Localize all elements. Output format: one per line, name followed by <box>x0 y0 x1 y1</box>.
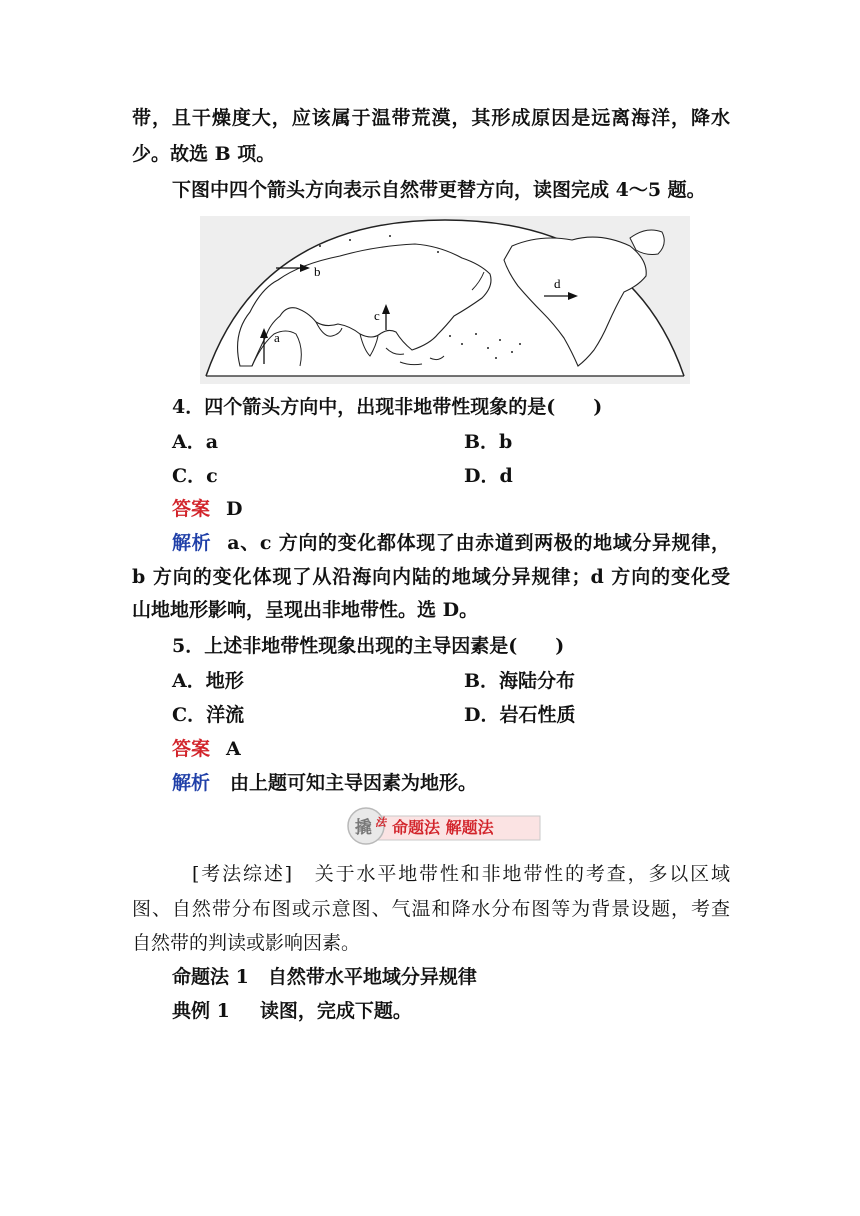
q4-stem: 4．四个箭头方向中，出现非地带性现象的是( ) <box>172 396 603 418</box>
example-row <box>172 999 412 1023</box>
q4-answer-label: 答案 <box>172 498 211 520</box>
svg-text:法: 法 <box>375 816 386 829</box>
q5-option-c: C．洋流 <box>172 704 245 726</box>
method-summary-line-1: [考法综述] 关于水平地带性和非地带性的考查，多以区域 <box>192 863 730 885</box>
q4-analysis-line-2: b 方向的变化体现了从沿海向内陆的地域分异规律；d 方向的变化受 <box>132 566 730 588</box>
q4-option-d: D．d <box>464 465 513 487</box>
q4-option-a: A．a <box>172 431 219 453</box>
badge-logo-text: 撬 <box>355 818 372 838</box>
q5-analysis-label: 解析 <box>172 772 211 794</box>
q5-answer-label: 答案 <box>172 738 211 760</box>
arrow-label-c: c <box>374 308 380 323</box>
arrow-label-b: b <box>314 264 321 279</box>
q5-stem: 5．上述非地带性现象出现的主导因素是( ) <box>172 635 565 657</box>
intro-line-2: 少。故选 B 项。 <box>132 143 276 165</box>
q5-option-a: A．地形 <box>172 670 244 692</box>
example-text: 读图，完成下题。 <box>259 1000 412 1022</box>
q4-analysis-line-3: 山地地形影响，呈现出非地带性。选 D。 <box>132 599 479 621</box>
method-summary-line-2: 图、自然带分布图或示意图、气温和降水分布图等为背景设题，考查 <box>132 898 730 920</box>
q4-option-c: C．c <box>172 465 218 487</box>
q4-analysis-line-1 <box>172 531 730 555</box>
q5-answer-row <box>172 737 241 761</box>
arrow-label-d: d <box>554 276 561 291</box>
q4-analysis-label: 解析 <box>172 532 212 554</box>
q4-analysis-text-1: a、c 方向的变化都体现了由赤道到两极的地域分异规律， <box>227 532 730 554</box>
q5-option-b: B．海陆分布 <box>464 670 576 692</box>
world-map-figure <box>200 216 690 384</box>
q5-option-d: D．岩石性质 <box>464 704 576 726</box>
section-badge-title: 命题法 解题法 <box>392 818 494 837</box>
method-heading: 命题法 1 自然带水平地域分异规律 <box>172 966 477 988</box>
q5-analysis-text: 由上题可知主导因素为地形。 <box>230 772 478 794</box>
q5-analysis-row <box>172 771 477 795</box>
q5-answer-value: A <box>226 738 241 760</box>
intro-line-3: 下图中四个箭头方向表示自然带更替方向，读图完成 4～5 题。 <box>172 179 706 201</box>
q4-option-b: B．b <box>464 431 513 453</box>
arrow-label-a: a <box>274 330 280 345</box>
q4-answer-row <box>172 497 243 521</box>
intro-line-1: 带，且干燥度大，应该属于温带荒漠，其形成原因是远离海洋，降水 <box>132 107 730 129</box>
method-summary-line-3: 自然带的判读或影响因素。 <box>132 932 361 954</box>
example-label: 典例 1 <box>172 1000 230 1022</box>
q4-answer-value: D <box>226 498 243 520</box>
